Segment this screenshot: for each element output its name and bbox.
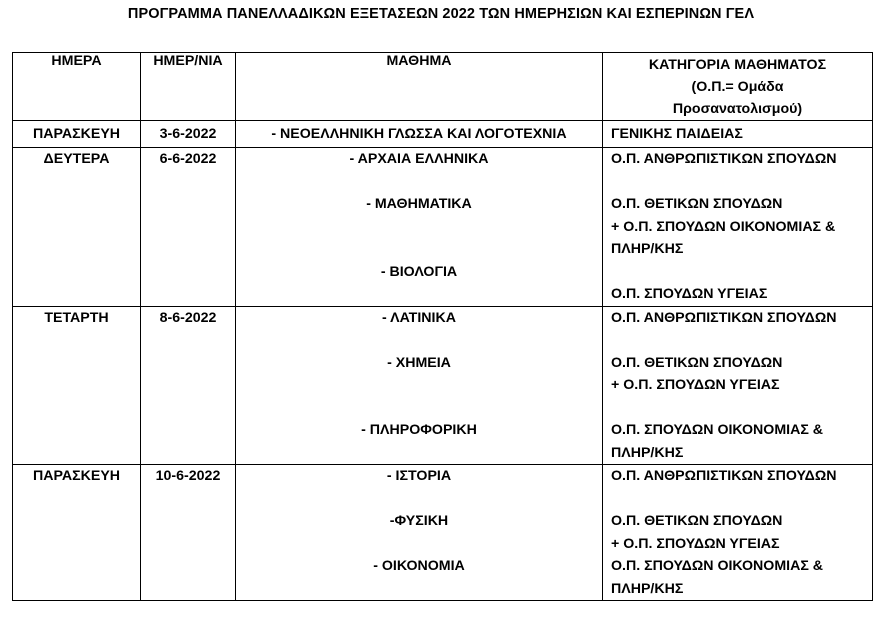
- category-line: [603, 488, 872, 511]
- date-text: 10-6-2022: [155, 468, 221, 484]
- category-line: ΠΛΗΡ/ΚΗΣ: [611, 580, 684, 597]
- category-line: + Ο.Π. ΣΠΟΥΔΩΝ ΟΙΚΟΝΟΜΙΑΣ &: [611, 218, 836, 235]
- day-cell: [13, 465, 141, 601]
- day-cell: [13, 148, 141, 307]
- exam-schedule-table: [12, 52, 873, 601]
- category-line: Ο.Π. ΣΠΟΥΔΩΝ ΟΙΚΟΝΟΜΙΑΣ &: [611, 422, 824, 438]
- subject-line: [236, 171, 602, 194]
- category-line: Ο.Π. ΣΠΟΥΔΩΝ ΥΓΕΙΑΣ: [611, 286, 768, 302]
- day-text: ΔΕΥΤΕΡΑ: [43, 151, 110, 167]
- date-text: 8-6-2022: [159, 309, 217, 326]
- category-line: + Ο.Π. ΣΠΟΥΔΩΝ ΥΓΕΙΑΣ: [611, 535, 780, 552]
- document-title: ΠΡΟΓΡΑΜΜΑ ΠΑΝΕΛΛΑΔΙΚΩΝ ΕΞΕΤΑΣΕΩΝ 2022 ΤΩΝ ΗΜΕΡΗΣΙΩΝ ΚΑΙ ΕΣΠΕΡΙΝΩΝ ΓΕΛ: [127, 6, 755, 22]
- day-cell: [13, 306, 141, 465]
- subject-line: - ΙΣΤΟΡΙΑ: [386, 468, 452, 484]
- category-line: Ο.Π. ΘΕΤΙΚΩΝ ΣΠΟΥΔΩΝ: [611, 513, 783, 529]
- day-text: ΤΕΤΑΡΤΗ: [44, 309, 109, 326]
- subject-line: [236, 238, 602, 261]
- header-category-line: (Ο.Π.= Ομάδα: [691, 79, 784, 95]
- table-row: [13, 306, 873, 465]
- header-date: ΗΜΕΡ/ΝΙΑ: [141, 53, 236, 121]
- subject-line: [236, 397, 602, 420]
- subject-line: - ΒΙΟΛΟΓΙΑ: [380, 263, 458, 280]
- subject-line: - ΛΑΤΙΝΙΚΑ: [382, 309, 456, 326]
- category-cell: [603, 306, 873, 465]
- table-row: [13, 465, 873, 601]
- category-line: ΠΛΗΡ/ΚΗΣ: [611, 241, 684, 257]
- date-cell: [141, 465, 236, 601]
- table-row: [13, 148, 873, 307]
- category-line: [603, 171, 872, 194]
- category-line: Ο.Π. ΣΠΟΥΔΩΝ ΟΙΚΟΝΟΜΙΑΣ &: [611, 558, 824, 574]
- category-cell: [603, 121, 873, 148]
- category-line: [603, 329, 872, 352]
- header-category-line: Προσανατολισμού): [672, 101, 803, 117]
- category-line: Ο.Π. ΘΕΤΙΚΩΝ ΣΠΟΥΔΩΝ: [611, 196, 783, 212]
- category-line: Ο.Π. ΑΝΘΡΩΠΙΣΤΙΚΩΝ ΣΠΟΥΔΩΝ: [611, 309, 837, 326]
- date-cell: [141, 306, 236, 465]
- category-line: ΓΕΝΙΚΗΣ ΠΑΙΔΕΙΑΣ: [611, 126, 743, 142]
- subject-cell: [236, 121, 603, 148]
- subject-line: [236, 488, 602, 511]
- subject-line: - ΠΛΗΡΟΦΟΡΙΚΗ: [361, 422, 477, 438]
- subject-line: [236, 216, 602, 239]
- day-text: ΠΑΡΑΣΚΕΥΗ: [32, 126, 121, 142]
- subject-line: - ΝΕΟΕΛΛΗΝΙΚΗ ΓΛΩΣΣΑ ΚΑΙ ΛΟΓΟΤΕΧΝΙΑ: [271, 126, 567, 142]
- date-cell: [141, 121, 236, 148]
- subject-line: [236, 329, 602, 352]
- category-line: ΠΛΗΡ/ΚΗΣ: [611, 444, 684, 461]
- category-cell: [603, 148, 873, 307]
- header-day: ΗΜΕΡΑ: [13, 53, 141, 121]
- subject-cell: [236, 306, 603, 465]
- header-category: [603, 53, 873, 121]
- category-line: Ο.Π. ΑΝΘΡΩΠΙΣΤΙΚΩΝ ΣΠΟΥΔΩΝ: [611, 151, 837, 167]
- day-cell: [13, 121, 141, 148]
- table-row: [13, 121, 873, 148]
- header-subject: ΜΑΘΗΜΑ: [236, 53, 603, 121]
- header-category-line: ΚΑΤΗΓΟΡΙΑ ΜΑΘΗΜΑΤΟΣ: [648, 57, 827, 73]
- subject-line: [236, 442, 602, 465]
- category-line: + Ο.Π. ΣΠΟΥΔΩΝ ΥΓΕΙΑΣ: [611, 377, 780, 393]
- table-body: [13, 121, 873, 601]
- subject-line: - ΧΗΜΕΙΑ: [387, 354, 451, 371]
- date-text: 6-6-2022: [159, 151, 217, 167]
- subject-line: [236, 374, 602, 397]
- subject-line: [236, 578, 602, 601]
- subject-line: -ΦΥΣΙΚΗ: [389, 513, 449, 529]
- subject-line: - ΑΡΧΑΙΑ ΕΛΛΗΝΙΚΑ: [349, 151, 489, 167]
- category-line: Ο.Π. ΘΕΤΙΚΩΝ ΣΠΟΥΔΩΝ: [611, 354, 783, 371]
- subject-cell: [236, 465, 603, 601]
- category-line: [603, 397, 872, 420]
- category-line: [603, 261, 872, 284]
- day-text: ΠΑΡΑΣΚΕΥΗ: [32, 468, 121, 484]
- table-header-row: [13, 53, 873, 121]
- category-cell: [603, 465, 873, 601]
- subject-cell: [236, 148, 603, 307]
- subject-line: [236, 283, 602, 306]
- subject-line: - ΜΑΘΗΜΑΤΙΚΑ: [366, 196, 472, 212]
- subject-line: [236, 533, 602, 556]
- date-cell: [141, 148, 236, 307]
- subject-line: - ΟΙΚΟΝΟΜΙΑ: [373, 558, 465, 574]
- date-text: 3-6-2022: [159, 126, 217, 142]
- category-line: Ο.Π. ΑΝΘΡΩΠΙΣΤΙΚΩΝ ΣΠΟΥΔΩΝ: [611, 468, 837, 484]
